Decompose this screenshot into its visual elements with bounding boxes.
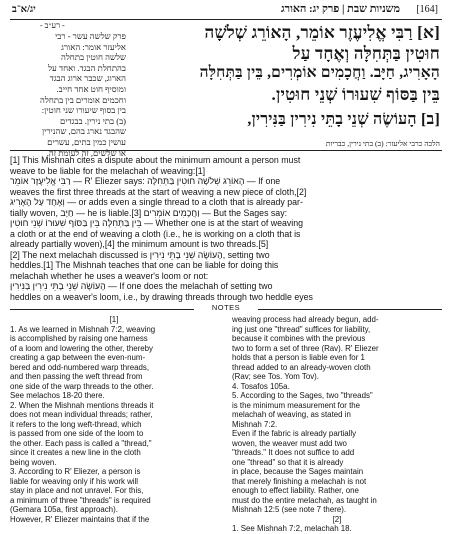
explanation-line: וְאֶחָד עַל הָאָרִיג — or adds even a single thread to a cloth that is already par-: [10, 197, 303, 207]
commentary-line: בין בסוף שיעורו שני חוטין:: [41, 105, 126, 116]
commentary-line: עושין כמין בתים, עשרים: [47, 136, 126, 147]
note-line: ing just one "thread" suffices for liability,: [232, 324, 371, 334]
explanation-line: [2] The next melachah discussed is הָעוֹשֶׂה שְׁנֵי בָתֵּי נִירִין, setting two: [10, 249, 270, 260]
note-line: a minimum of three "threads" is required: [10, 495, 151, 505]
note-line: 3. According to R' Eliezer, a person is: [10, 467, 141, 476]
note-line: 1. As we learned in Mishnah 7:2, weaving: [10, 324, 156, 334]
commentary-line: אליעזר אומר: האורג: [61, 41, 126, 52]
note-line: is the minimum measurement for the: [232, 400, 361, 410]
note-line: since it creates a new line in the cloth: [10, 448, 141, 457]
explanation-line: heddles on a weaver's loom, i.e., by drawing threads through two heddle eyes: [10, 291, 313, 302]
note-line: 5. According to the Sages, two "threads": [232, 391, 373, 400]
explanation-line: weaves the first three threads at the start of weaving a new piece of cloth,[2]: [10, 186, 307, 197]
commentary-marker: - רע״ב -: [40, 21, 65, 30]
explanation-line: [1] This Mishnah cites a dispute about the minimum amount a person must: [10, 155, 301, 165]
explanation-line: הָעוֹשֶׂה שְׁנֵי בָתֵּי נִירִין בַּנִּירִין — If one does the melachah of setting two: [10, 281, 273, 291]
note-number: [1]: [109, 315, 119, 324]
explanation-line: tially woven, חַיָּב — he is liable.[3] וַחֲכָמִים אוֹמְרִים — But the Sages say:: [10, 207, 288, 218]
note-line: holds that a person is liable even for 1: [232, 353, 365, 362]
note-line: does not mean individual threads; rather,: [10, 410, 153, 419]
note-line: 1. See Mishnah 7:2, melachah 18.: [232, 524, 352, 533]
explanation-line: רַבִּי אֱלִיעֶזֶר אוֹמֵר — R' Eliezer says: הָאוֹרֵג שְׁלֹשָׁה חוּטִין בַּתְּחִלָּה — If one: [10, 176, 281, 186]
note-line: stay in place and not unravel. For this,: [10, 486, 144, 495]
note-line: one "thread" so that it is already: [232, 457, 344, 467]
explanation-line: melachah whether he uses a weaver's loom or not:: [10, 270, 209, 281]
commentary-line: שלשה חוטין בתחלה: [60, 52, 126, 63]
note-line: creating a gap between the even-num-: [10, 353, 146, 362]
note-line: (Gemara 105a, first approach).: [10, 505, 118, 514]
mishnah-line-3: הָאָרִיג, חַיָּב. וַחֲכָמִים אוֹמְרִים, בֵּין בַּתְּחִלָּה: [199, 64, 440, 81]
note-line: Mishnah 7:2.: [232, 419, 278, 429]
note-line: bered and odd-numbered warp threads,: [10, 362, 150, 372]
note-line: must do the entire melachah, as taught in: [232, 495, 377, 505]
mishnah-rule: [10, 150, 442, 151]
commentary-line: הארוג, שכבר ארוג הבגד: [49, 73, 126, 84]
note-line: woven, the weaver must add two: [232, 438, 347, 448]
note-line: See melachos 18-20 there.: [10, 391, 105, 400]
note-line: melachah of weaving, as stated in: [232, 410, 351, 419]
note-line: in place, because the Sages maintain: [232, 467, 364, 476]
note-line: being woven.: [10, 457, 57, 467]
mishnah-line-5: [ב] הָעוֹשֶׂה שְׁנֵי בָתֵּי נִירִין בַּנִּירִין,: [247, 111, 440, 128]
notes-rule-left: [10, 309, 194, 310]
note-line: is accomplished by raising one harness: [10, 334, 148, 343]
note-line: the other. Each pass is called a "thread,": [10, 438, 152, 448]
note-line: 4. Tosafos 105a.: [232, 381, 290, 391]
note-line: (Rav; see Tos. Yom Tov).: [232, 372, 319, 381]
explanation-line: בֵּין בַּתְּחִלָּה בֵּין בַּסּוֹף שִׁעוּרוֹ שְׁנֵי חוּטִין — Whether one is at the start of weaving: [10, 218, 304, 228]
notes-rule-right: [258, 309, 442, 310]
commentary-line: פרק שלשה עשר - רבי: [55, 31, 126, 41]
note-line: liable for weaving only if his work will: [10, 476, 139, 486]
note-line: it refers to the long weft-thread, which: [10, 419, 142, 429]
note-line: Even if the fabric is already partially: [232, 429, 357, 438]
commentary-line: (ב) בתי נירין. בבגדים: [60, 115, 126, 126]
commentary-line: ומוסיף חוט אחד חייב.: [56, 83, 126, 94]
explanation-line: a cloth or at the end of weaving a cloth (i.e., he is working on a cloth that is: [10, 228, 301, 239]
note-number: [2]: [332, 514, 342, 524]
note-line: two to form a set of three (Rav). R' Eliezer: [232, 343, 379, 353]
commentary-line: או שלשים, זה לעומת זה.: [46, 147, 126, 158]
note-line: Mishnah 12:5 (see note 7 there).: [232, 505, 347, 514]
note-line: of a loom and lowering the other, thereby: [10, 343, 153, 353]
explanation-line: already partially woven),[4] the minimum amount is two threads.[5]: [10, 239, 269, 249]
commentary-line: שהבגד נארג בהם, שהנירין: [41, 126, 126, 137]
mishnah-line-2: חוּטִין בַּתְּחִלָּה וְאֶחָד עַל: [292, 44, 440, 63]
note-line: one side of the warp threads to the other.: [10, 381, 154, 391]
explanation-line: weave to be liable for the melachah of weaving:[1]: [10, 165, 206, 176]
mishnah-line-1: [א] רַבִּי אֱלִיעֶזֶר אוֹמֵר, הָאוֹרֵג שְׁלֹשָׁה: [204, 23, 440, 42]
chapter-label: יג/א־ב: [12, 4, 36, 15]
notes-left-column: [10, 315, 218, 524]
note-line: 2. When the Mishnah mentions threads it: [10, 400, 154, 410]
explanation-line: heddles.[1] The Mishnah teaches that one can be liable for doing this: [10, 260, 279, 270]
mishnah-small-note: הלכה כרבי אליעזר: (ב) בתי נירין, כבריות: [325, 139, 440, 148]
note-line: weaving process had already begun, add-: [232, 315, 379, 324]
header-rule: [10, 19, 442, 20]
note-line: enough to effect liability. Rather, one: [232, 486, 359, 495]
commentary-column: [10, 31, 126, 159]
note-line: thread added to an already-woven cloth: [232, 362, 371, 372]
note-line: "threads." It does not suffice to add: [232, 448, 355, 457]
commentary-line: וחכמים אומרים בין בתחלה: [40, 94, 126, 105]
page-number: [164]: [416, 4, 438, 15]
commentary-line: בהתחלת הבגד. ואחד על: [48, 62, 126, 73]
mishnah-line-4: בֵּין בַּסּוֹף שִׁעוּרוֹ שְׁנֵי חוּטִין.: [271, 85, 440, 104]
explanation-text: [10, 155, 442, 302]
note-line: However, R' Eliezer maintains that if the: [10, 514, 150, 524]
note-line: is passed from one side of the loom to: [10, 429, 144, 438]
note-line: because it combines with the previous: [232, 334, 366, 343]
note-line: that merely finishing a melachah is not: [232, 476, 367, 486]
note-line: and then passing the weft thread from: [10, 372, 143, 381]
header-title: משניות שבת | פרק יג: האורג: [281, 3, 400, 15]
notes-right-column: [232, 315, 442, 533]
notes-heading: NOTES: [211, 303, 241, 312]
